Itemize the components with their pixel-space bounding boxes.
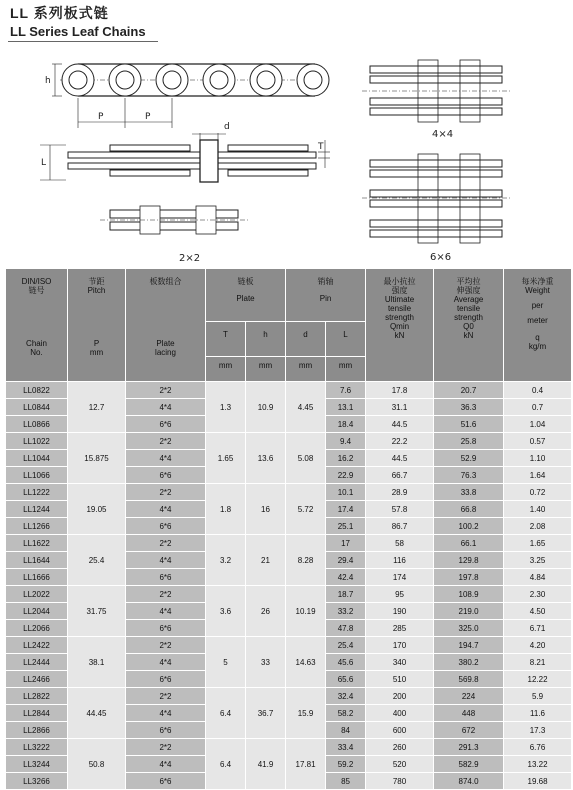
average-strength-cell: 291.3 [434, 739, 504, 756]
spec-table-body [6, 382, 572, 790]
ultimate-strength-cell: 17.8 [366, 382, 434, 399]
plate-thickness-cell: 6.4 [206, 688, 246, 739]
table-row [6, 484, 572, 501]
header-plate-T: T [206, 322, 246, 357]
average-strength-cell: 325.0 [434, 620, 504, 637]
ultimate-strength-cell: 200 [366, 688, 434, 705]
ultimate-strength-cell: 340 [366, 654, 434, 671]
weight-cell: 6.76 [504, 739, 572, 756]
table-row [6, 586, 572, 603]
average-strength-cell: 51.6 [434, 416, 504, 433]
header-plate-h-unit: mm [246, 357, 286, 382]
chain-number-cell: LL0822 [6, 382, 68, 399]
ultimate-strength-cell: 66.7 [366, 467, 434, 484]
lacing-cell: 4*4 [126, 450, 206, 467]
caption-2x2: 2×2 [179, 253, 201, 264]
plate-height-cell: 26 [246, 586, 286, 637]
plate-height-cell: 21 [246, 535, 286, 586]
chain-drawings [0, 48, 573, 268]
average-strength-cell: 100.2 [434, 518, 504, 535]
side-view-drawing [45, 64, 329, 128]
weight-cell: 3.25 [504, 552, 572, 569]
caption-6x6: 6×6 [430, 252, 452, 263]
pin-length-cell: 33.4 [326, 739, 366, 756]
chain-number-cell: LL3244 [6, 756, 68, 773]
lacing-cell: 4*4 [126, 654, 206, 671]
spec-table [5, 268, 572, 790]
lacing-cell: 4*4 [126, 501, 206, 518]
pitch-cell: 31.75 [68, 586, 126, 637]
header-pin: 销轴 Pin [286, 269, 366, 322]
lacing-cell: 6*6 [126, 671, 206, 688]
dim-p1-label: P [98, 112, 104, 122]
plate-thickness-cell: 1.3 [206, 382, 246, 433]
chain-number-cell: LL3222 [6, 739, 68, 756]
pin-diameter-cell: 10.19 [286, 586, 326, 637]
ultimate-strength-cell: 44.5 [366, 450, 434, 467]
lacing-cell: 6*6 [126, 518, 206, 535]
average-strength-cell: 20.7 [434, 382, 504, 399]
top-view-drawing [40, 122, 330, 182]
lacing-cell: 2*2 [126, 484, 206, 501]
ultimate-strength-cell: 260 [366, 739, 434, 756]
chain-number-cell: LL2444 [6, 654, 68, 671]
weight-cell: 1.65 [504, 535, 572, 552]
lacing-cell: 6*6 [126, 416, 206, 433]
average-strength-cell: 224 [434, 688, 504, 705]
chain-number-cell: LL1222 [6, 484, 68, 501]
header-pitch: 节距 Pitch P mm [68, 269, 126, 382]
lacing-cell: 4*4 [126, 756, 206, 773]
lacing-cell: 6*6 [126, 620, 206, 637]
pin-length-cell: 47.8 [326, 620, 366, 637]
header-row-1 [6, 269, 572, 322]
caption-4x4: 4×4 [432, 129, 454, 140]
ultimate-strength-cell: 170 [366, 637, 434, 654]
plate-thickness-cell: 3.2 [206, 535, 246, 586]
weight-cell: 12.22 [504, 671, 572, 688]
pin-diameter-cell: 4.45 [286, 382, 326, 433]
chain-number-cell: LL2044 [6, 603, 68, 620]
pin-diameter-cell: 5.72 [286, 484, 326, 535]
dim-p2-label: P [145, 112, 151, 122]
weight-cell: 0.7 [504, 399, 572, 416]
ultimate-strength-cell: 28.9 [366, 484, 434, 501]
header-pin-L: L [326, 322, 366, 357]
lacing-cell: 6*6 [126, 467, 206, 484]
pitch-cell: 15.875 [68, 433, 126, 484]
pin-length-cell: 42.4 [326, 569, 366, 586]
table-row [6, 382, 572, 399]
title-english: LL Series Leaf Chains [10, 24, 146, 39]
chain-number-cell: LL1644 [6, 552, 68, 569]
average-strength-cell: 197.8 [434, 569, 504, 586]
ultimate-strength-cell: 22.2 [366, 433, 434, 450]
header-pin-L-unit: mm [326, 357, 366, 382]
chain-number-cell: LL2422 [6, 637, 68, 654]
ultimate-strength-cell: 44.5 [366, 416, 434, 433]
plate-height-cell: 33 [246, 637, 286, 688]
plate-height-cell: 36.7 [246, 688, 286, 739]
table-row [6, 433, 572, 450]
pin-length-cell: 17 [326, 535, 366, 552]
pin-length-cell: 84 [326, 722, 366, 739]
ultimate-strength-cell: 57.8 [366, 501, 434, 518]
average-strength-cell: 36.3 [434, 399, 504, 416]
lacing-4x4-drawing [362, 60, 510, 122]
weight-cell: 0.72 [504, 484, 572, 501]
pin-length-cell: 16.2 [326, 450, 366, 467]
pin-diameter-cell: 8.28 [286, 535, 326, 586]
plate-thickness-cell: 6.4 [206, 739, 246, 790]
plate-height-cell: 10.9 [246, 382, 286, 433]
weight-cell: 11.6 [504, 705, 572, 722]
chain-number-cell: LL2866 [6, 722, 68, 739]
weight-cell: 17.3 [504, 722, 572, 739]
header-chain: DIN/ISO 链号 Chain No. [6, 269, 68, 382]
plate-thickness-cell: 1.8 [206, 484, 246, 535]
ultimate-strength-cell: 400 [366, 705, 434, 722]
chain-number-cell: LL1066 [6, 467, 68, 484]
chain-number-cell: LL2066 [6, 620, 68, 637]
ultimate-strength-cell: 600 [366, 722, 434, 739]
dim-L-label: L [41, 158, 47, 168]
dim-T-label: T [318, 142, 324, 152]
average-strength-cell: 672 [434, 722, 504, 739]
weight-cell: 4.84 [504, 569, 572, 586]
pin-length-cell: 17.4 [326, 501, 366, 518]
pin-diameter-cell: 15.9 [286, 688, 326, 739]
plate-height-cell: 13.6 [246, 433, 286, 484]
plate-thickness-cell: 3.6 [206, 586, 246, 637]
table-row [6, 688, 572, 705]
pin-length-cell: 7.6 [326, 382, 366, 399]
weight-cell: 6.71 [504, 620, 572, 637]
lacing-cell: 2*2 [126, 586, 206, 603]
weight-cell: 2.30 [504, 586, 572, 603]
average-strength-cell: 380.2 [434, 654, 504, 671]
pitch-cell: 44.45 [68, 688, 126, 739]
header-pin-d: d [286, 322, 326, 357]
ultimate-strength-cell: 190 [366, 603, 434, 620]
ultimate-strength-cell: 285 [366, 620, 434, 637]
pin-length-cell: 18.7 [326, 586, 366, 603]
chain-number-cell: LL1244 [6, 501, 68, 518]
pitch-cell: 50.8 [68, 739, 126, 790]
lacing-cell: 2*2 [126, 637, 206, 654]
plate-thickness-cell: 5 [206, 637, 246, 688]
header-plate: 链板 Plate [206, 269, 286, 322]
pin-diameter-cell: 5.08 [286, 433, 326, 484]
pin-length-cell: 29.4 [326, 552, 366, 569]
weight-cell: 1.04 [504, 416, 572, 433]
lacing-cell: 4*4 [126, 705, 206, 722]
pin-length-cell: 32.4 [326, 688, 366, 705]
lacing-cell: 2*2 [126, 739, 206, 756]
lacing-cell: 4*4 [126, 552, 206, 569]
lacing-cell: 4*4 [126, 603, 206, 620]
pin-length-cell: 18.4 [326, 416, 366, 433]
weight-cell: 0.57 [504, 433, 572, 450]
average-strength-cell: 448 [434, 705, 504, 722]
lacing-cell: 6*6 [126, 569, 206, 586]
average-strength-cell: 129.8 [434, 552, 504, 569]
pin-length-cell: 13.1 [326, 399, 366, 416]
pin-length-cell: 9.4 [326, 433, 366, 450]
weight-cell: 13.22 [504, 756, 572, 773]
lacing-2x2-drawing [100, 206, 248, 234]
average-strength-cell: 194.7 [434, 637, 504, 654]
pin-length-cell: 58.2 [326, 705, 366, 722]
pin-length-cell: 10.1 [326, 484, 366, 501]
lacing-6x6-drawing [362, 154, 510, 243]
pitch-cell: 12.7 [68, 382, 126, 433]
lacing-cell: 2*2 [126, 433, 206, 450]
pitch-cell: 25.4 [68, 535, 126, 586]
weight-cell: 0.4 [504, 382, 572, 399]
lacing-cell: 2*2 [126, 535, 206, 552]
weight-cell: 19.68 [504, 773, 572, 790]
header-pin-d-unit: mm [286, 357, 326, 382]
average-strength-cell: 219.0 [434, 603, 504, 620]
weight-cell: 4.20 [504, 637, 572, 654]
ultimate-strength-cell: 520 [366, 756, 434, 773]
chain-number-cell: LL2844 [6, 705, 68, 722]
average-strength-cell: 33.8 [434, 484, 504, 501]
chain-number-cell: LL0866 [6, 416, 68, 433]
chain-number-cell: LL1044 [6, 450, 68, 467]
chain-number-cell: LL1266 [6, 518, 68, 535]
average-strength-cell: 66.8 [434, 501, 504, 518]
lacing-cell: 2*2 [126, 382, 206, 399]
chain-number-cell: LL2466 [6, 671, 68, 688]
chain-number-cell: LL2822 [6, 688, 68, 705]
pitch-cell: 38.1 [68, 637, 126, 688]
ultimate-strength-cell: 174 [366, 569, 434, 586]
pin-diameter-cell: 17.81 [286, 739, 326, 790]
header-avg-strength: 平均拉 伸强度 Average tensile strength Q0 kN [434, 269, 504, 382]
table-row [6, 739, 572, 756]
average-strength-cell: 25.8 [434, 433, 504, 450]
pin-length-cell: 22.9 [326, 467, 366, 484]
ultimate-strength-cell: 86.7 [366, 518, 434, 535]
pin-length-cell: 25.4 [326, 637, 366, 654]
pin-diameter-cell: 14.63 [286, 637, 326, 688]
pin-length-cell: 33.2 [326, 603, 366, 620]
title-chinese: LL 系列板式链 [10, 5, 109, 21]
chain-number-cell: LL1622 [6, 535, 68, 552]
header-plate-T-unit: mm [206, 357, 246, 382]
ultimate-strength-cell: 780 [366, 773, 434, 790]
weight-cell: 4.50 [504, 603, 572, 620]
pin-length-cell: 45.6 [326, 654, 366, 671]
header-lacing: 板数组合 Plate lacing [126, 269, 206, 382]
ultimate-strength-cell: 58 [366, 535, 434, 552]
table-row [6, 637, 572, 654]
table-row [6, 535, 572, 552]
weight-cell: 1.40 [504, 501, 572, 518]
plate-thickness-cell: 1.65 [206, 433, 246, 484]
chain-number-cell: LL3266 [6, 773, 68, 790]
chain-number-cell: LL1022 [6, 433, 68, 450]
chain-number-cell: LL2022 [6, 586, 68, 603]
pitch-cell: 19.05 [68, 484, 126, 535]
ultimate-strength-cell: 31.1 [366, 399, 434, 416]
ultimate-strength-cell: 116 [366, 552, 434, 569]
dim-h-label: h [45, 76, 51, 86]
lacing-cell: 6*6 [126, 722, 206, 739]
ultimate-strength-cell: 510 [366, 671, 434, 688]
average-strength-cell: 66.1 [434, 535, 504, 552]
average-strength-cell: 76.3 [434, 467, 504, 484]
lacing-cell: 6*6 [126, 773, 206, 790]
ultimate-strength-cell: 95 [366, 586, 434, 603]
pin-length-cell: 85 [326, 773, 366, 790]
weight-cell: 5.9 [504, 688, 572, 705]
average-strength-cell: 874.0 [434, 773, 504, 790]
pin-length-cell: 65.6 [326, 671, 366, 688]
plate-height-cell: 41.9 [246, 739, 286, 790]
lacing-cell: 4*4 [126, 399, 206, 416]
header-plate-h: h [246, 322, 286, 357]
pin-length-cell: 25.1 [326, 518, 366, 535]
dim-d-label: d [224, 122, 230, 132]
weight-cell: 1.10 [504, 450, 572, 467]
pin-length-cell: 59.2 [326, 756, 366, 773]
average-strength-cell: 582.9 [434, 756, 504, 773]
average-strength-cell: 108.9 [434, 586, 504, 603]
average-strength-cell: 52.9 [434, 450, 504, 467]
lacing-cell: 2*2 [126, 688, 206, 705]
weight-cell: 1.64 [504, 467, 572, 484]
chain-number-cell: LL1666 [6, 569, 68, 586]
title-underline [8, 41, 158, 42]
weight-cell: 2.08 [504, 518, 572, 535]
weight-cell: 8.21 [504, 654, 572, 671]
average-strength-cell: 569.8 [434, 671, 504, 688]
plate-height-cell: 16 [246, 484, 286, 535]
header-strength: 最小抗拉 强度 Ultimate tensile strength Qmin kN [366, 269, 434, 382]
header-weight: 每米净重 Weight per meter q kg/m [504, 269, 572, 382]
chain-number-cell: LL0844 [6, 399, 68, 416]
